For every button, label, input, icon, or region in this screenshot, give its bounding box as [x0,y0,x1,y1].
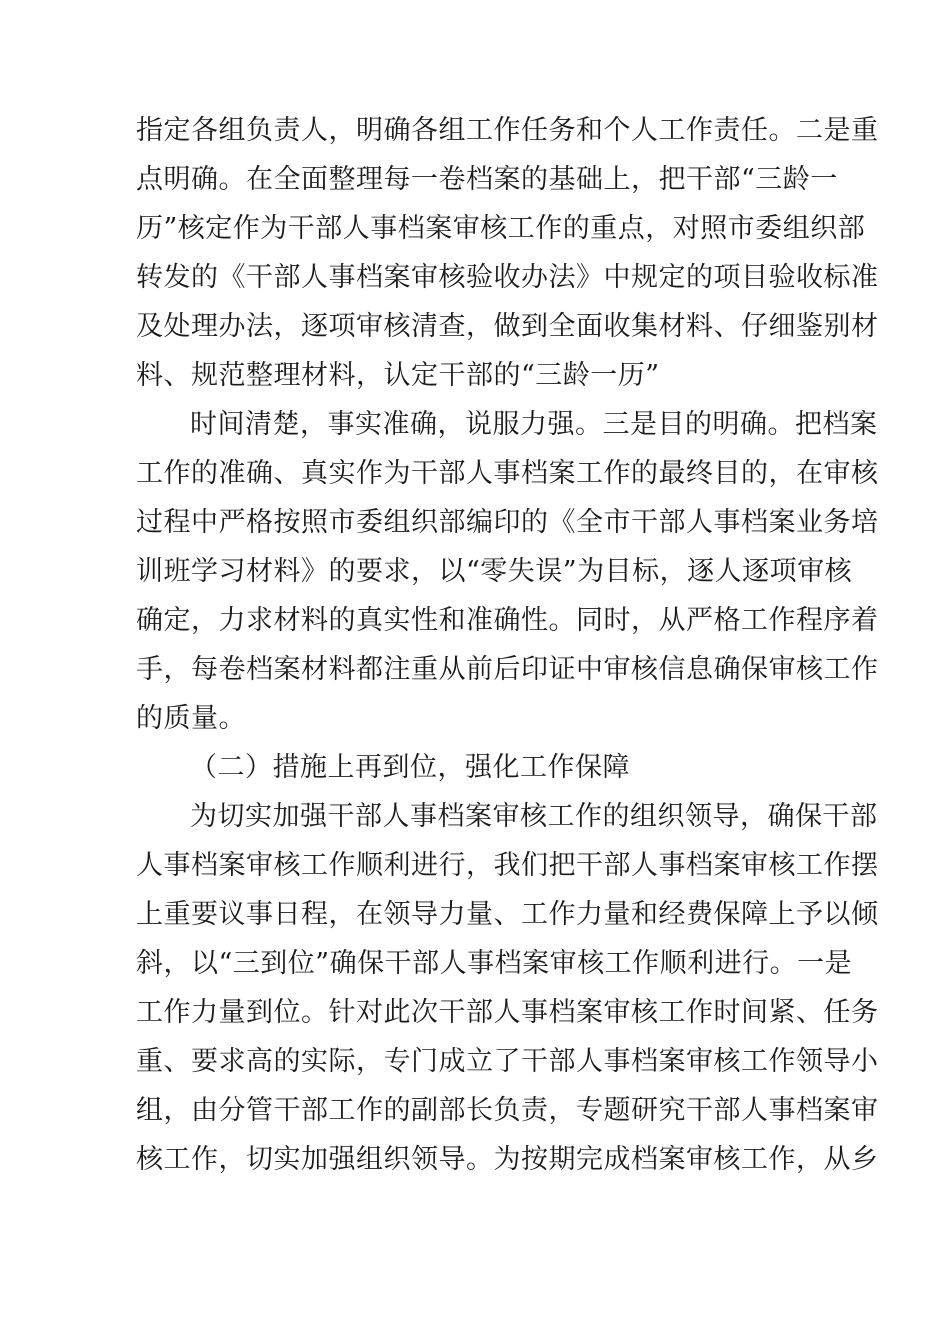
paragraph-line: 为切实加强干部人事档案审核工作的组织领导，确保干部 [190,801,878,832]
paragraph-line: 的质量。 [136,703,246,734]
paragraph-line: 上重要议事日程，在领导力量、工作力量和经费保障上予以倾 [136,899,879,930]
paragraph-line: 工作力量到位。针对此次干部人事档案审核工作时间紧、任务 [136,997,879,1028]
paragraph-line: 训班学习材料》的要求，以“零失误”为目标，逐人逐项审核 [136,556,853,587]
paragraph-line: 及处理办法，逐项审核清查，做到全面收集材料、仔细鉴别材 [136,311,879,342]
paragraph-line: 核工作，切实加强组织领导。为按期完成档案审核工作，从乡 [136,1144,879,1175]
paragraph-line: 手，每卷档案材料都注重从前后印证中审核信息确保审核工作 [136,654,879,685]
paragraph-line: 料、规范整理材料，认定干部的“三龄一历” [136,360,660,391]
paragraph-line: 点明确。在全面整理每一卷档案的基础上，把干部“三龄一 [136,164,838,195]
paragraph-line: 人事档案审核工作顺利进行，我们把干部人事档案审核工作摆 [136,850,879,881]
document-body [136,106,879,1184]
paragraph-line: 组，由分管干部工作的副部长负责，专题研究干部人事档案审 [136,1095,879,1126]
paragraph-line: 工作的准确、真实作为干部人事档案工作的最终目的，在审核 [136,458,879,489]
paragraph-line: 指定各组负责人，明确各组工作任务和个人工作责任。二是重 [136,115,879,146]
paragraph-line: 斜，以“三到位”确保干部人事档案审核工作顺利进行。一是 [136,948,853,979]
paragraph-line: 过程中严格按照市委组织部编印的《全市干部人事档案业务培 [136,507,879,538]
paragraph-line: 转发的《干部人事档案审核验收办法》中规定的项目验收标准 [136,262,879,293]
section-heading: （二）措施上再到位，强化工作保障 [190,752,630,783]
paragraph-line: 历”核定作为干部人事档案审核工作的重点，对照市委组织部 [136,213,866,244]
paragraph-line: 重、要求高的实际，专门成立了干部人事档案审核工作领导小 [136,1046,879,1077]
paragraph-line: 确定，力求材料的真实性和准确性。同时，从严格工作程序着 [136,605,879,636]
paragraph-line: 时间清楚，事实准确，说服力强。三是目的明确。把档案 [190,409,878,440]
